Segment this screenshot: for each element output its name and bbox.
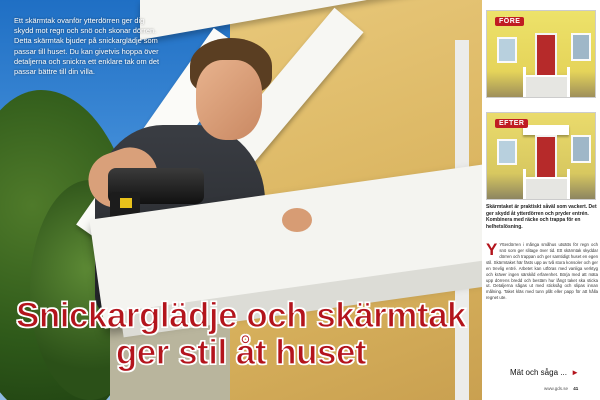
page-footer: [544, 386, 578, 391]
drop-cap: Y: [486, 240, 498, 259]
window: [497, 139, 517, 165]
window: [497, 37, 517, 63]
railing: [523, 67, 526, 97]
drill-battery: [120, 198, 132, 208]
window: [571, 135, 591, 163]
photo-caption: Ett skärmtak ovanför ytterdörren ger dig skydd mot regn och snö och skonar dörren. Detta skärmtak bjuder på snickarglädje som passar till huset. Du kan givetvis hoppa över detaljerna och snickra ett enklare tak om det passar bättre till din villa.: [14, 16, 160, 77]
headline-line-2: ger stil åt huset: [115, 333, 367, 372]
railing: [567, 169, 570, 199]
arrow-right-icon: ►: [571, 368, 580, 377]
article-body-text: Ytterdörren i många småhus utsätts för regn och snö som ger slitage över tid. Ett skärmtak skyddar dörren och trappan och ger samtidigt huset en egen stil. Skärmtaket här fästs upp av två stora konsoler och ger en trevlig entré. Arbetet kan utföras med vanliga verktyg och kräver ingen särskild erfarenhet. Börja med att mäta upp dörrens bredd och bestäm hur långt taket ska sticka ut. Detaljerna sågas ut med sticksåg och slipas innan målning. Taket kläs med tunn plåt eller papp för att hålla regnet ute.: [486, 242, 598, 301]
front-door: [535, 33, 557, 77]
front-door: [535, 135, 557, 179]
before-photo: [486, 10, 596, 98]
thumb-caption: Skärmtaket är praktiskt såväl som vackert. Det ger skydd åt ytterdörren och pryder entrén. Kombinera med räcke och trappa för en helhetslösning.: [486, 204, 597, 230]
page-number: 41: [573, 386, 579, 391]
website-url[interactable]: www.gds.se: [544, 386, 569, 391]
canopy: [523, 125, 569, 135]
railing: [567, 67, 570, 97]
headline-line-1: Snickarglädje och skärmtak: [16, 296, 466, 335]
window: [571, 33, 591, 61]
article-body: [486, 242, 598, 301]
sidebar-column: [482, 0, 600, 400]
continue-label: Mät och såga ...: [510, 368, 567, 377]
headline: [0, 298, 482, 370]
person-hand: [282, 208, 312, 232]
stairs: [525, 75, 569, 98]
person-face: [196, 60, 262, 140]
before-tag: FÖRE: [495, 17, 524, 26]
stairs: [525, 177, 569, 200]
after-tag: EFTER: [495, 119, 528, 128]
after-photo: [486, 112, 596, 200]
continue-link[interactable]: [510, 368, 579, 377]
railing: [523, 169, 526, 199]
